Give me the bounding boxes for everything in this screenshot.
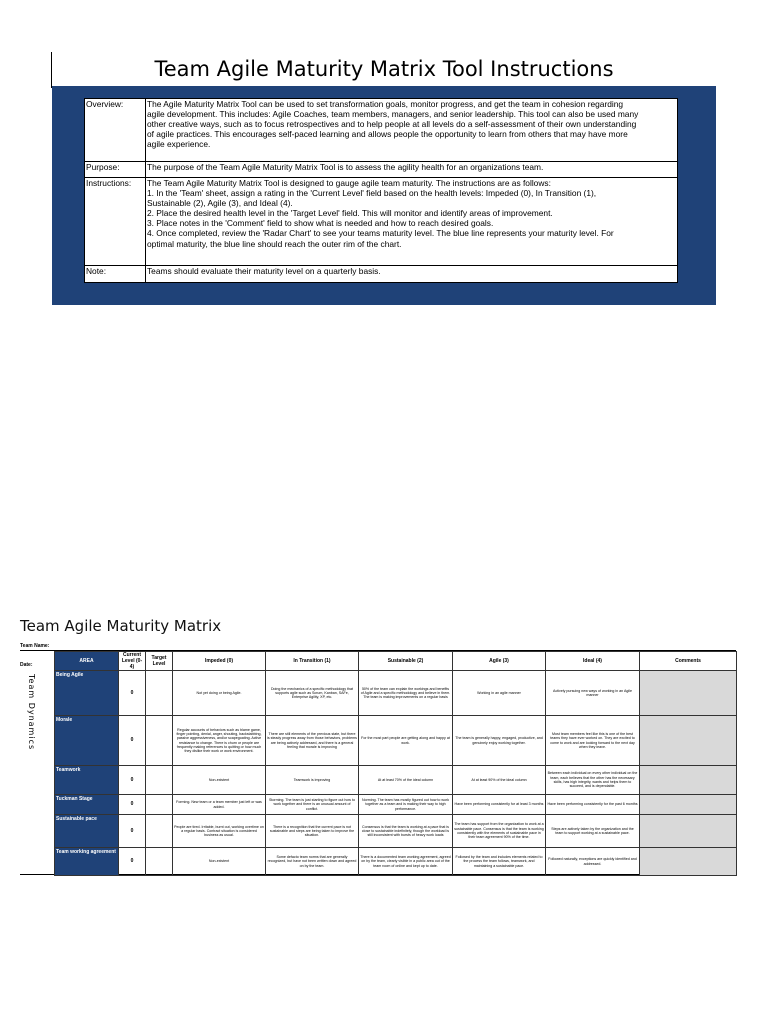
instructions-line: optimal maturity, the blue line should reach the outer rim of the chart. bbox=[147, 238, 402, 249]
instructions-title: Team Agile Maturity Matrix Tool Instructions bbox=[154, 57, 614, 81]
comment-cell[interactable] bbox=[640, 716, 737, 766]
table-row bbox=[55, 716, 737, 766]
agile-cell: Followed by the team and includes elements related to the process the team follows, teamwork, and maintaining a sustainable pace. bbox=[453, 848, 546, 876]
impeded-cell: Regular accounts of behaviors such as blame game, finger pointing, denial, anger, shouting, backstabbing, passive aggressiveness, and/or scapegoating. Active resistance to change. There is churn or people are frequently making references to quitting or how much they dislike their work or work environment. bbox=[173, 716, 266, 766]
instructions-line: 3. Place notes in the 'Comment' field to show what is needed and how to reach desired goals. bbox=[147, 218, 494, 229]
instructions-row bbox=[85, 178, 678, 266]
agile-cell: The team has support from the organization to work at a sustainable pace. Consensus is that the team is working consistently with the elements of sustainable pace in their team agreement 90% of the time. bbox=[453, 815, 546, 848]
sustainable-cell: For the most part people are getting along and happy at work. bbox=[359, 716, 453, 766]
in-transition-cell: Teamwork is improving bbox=[266, 766, 359, 795]
current-level-cell[interactable]: 0 bbox=[119, 766, 146, 795]
team-dynamics-text: Team Dynamics bbox=[27, 674, 36, 751]
overview-line: agile development. This includes: Agile Coaches, team members, managers, and senior leadership. This tool can also be used many bbox=[147, 109, 639, 120]
in-transition-cell: Doing the mechanics of a specific methodology that supports agile such as Scrum, Kanban, SAFe, Enterprise Agility, XP, etc. bbox=[266, 671, 359, 716]
area-cell: Being Agile bbox=[55, 671, 119, 716]
ideal-cell: Steps are actively taken by the organization and the team to support working at a sustainable pace. bbox=[546, 815, 640, 848]
sustainable-cell: There is a documented team working agreement, agreed on by the team, clearly visible in a public area out of the team room of online and kept up to date. bbox=[359, 848, 453, 876]
table-row bbox=[55, 766, 737, 795]
header-ideal: Ideal (4) bbox=[546, 652, 640, 671]
comment-cell[interactable] bbox=[640, 848, 737, 876]
agile-cell: Have been performing consistently for at least 3 months bbox=[453, 795, 546, 815]
table-row bbox=[55, 671, 737, 716]
header-agile: Agile (3) bbox=[453, 652, 546, 671]
purpose-text bbox=[146, 162, 678, 178]
overview-line: other creative ways, such as to focus retrospectives and to help people at all levels do a self-assessment of their own understanding bbox=[147, 119, 637, 130]
table-row bbox=[55, 795, 737, 815]
instructions-line: 4. Once completed, review the 'Radar Chart' to see your teams maturity level. The blue line represents your maturity level. For bbox=[147, 228, 614, 239]
in-transition-cell: Storming. The team is just starting to figure out how to work together and there is an unusual amount of conflict. bbox=[266, 795, 359, 815]
header-in-transition: In Transition (1) bbox=[266, 652, 359, 671]
target-level-cell[interactable] bbox=[146, 815, 173, 848]
agile-cell: Working in an agile manner bbox=[453, 671, 546, 716]
current-level-cell[interactable]: 0 bbox=[119, 848, 146, 876]
area-cell: Sustainable pace bbox=[55, 815, 119, 848]
purpose-label: Purpose: bbox=[85, 162, 146, 178]
sustainable-cell: Norming. The team has mostly figured out how to work together as a team and is making their way to high performance. bbox=[359, 795, 453, 815]
overview-text bbox=[146, 99, 678, 162]
maturity-matrix-table bbox=[54, 651, 737, 876]
matrix-header-row bbox=[55, 652, 737, 671]
note-row bbox=[85, 266, 678, 283]
current-level-cell[interactable]: 0 bbox=[119, 671, 146, 716]
purpose-line: The purpose of the Team Agile Maturity Matrix Tool is to assess the agility health for an organizations team. bbox=[147, 162, 544, 172]
sustainable-cell: Consensus is that the team is working at a pace that is close to sustainable indefinitely, though the workload is still inconsistent with bursts of heavy work loads bbox=[359, 815, 453, 848]
impeded-cell: Forming. New team or a team member just left or was added. bbox=[173, 795, 266, 815]
instructions-line: Sustainable (2), Agile (3), and Ideal (4). bbox=[147, 198, 293, 209]
ideal-cell: Have been performing consistently for the past 6 months bbox=[546, 795, 640, 815]
agile-cell: At at least 90% of the ideal column bbox=[453, 766, 546, 795]
header-current-level: Current Level (0-4) bbox=[119, 652, 146, 671]
current-level-cell[interactable]: 0 bbox=[119, 815, 146, 848]
ideal-cell: Followed naturally, exceptions are quickly identified and addressed. bbox=[546, 848, 640, 876]
instructions-label: Instructions: bbox=[85, 178, 146, 266]
in-transition-cell: There are still elements of the previous state, but there is steady progress away from those behaviors, problems are being actively addressed, and there is a general feeling that morale is improving bbox=[266, 716, 359, 766]
target-level-cell[interactable] bbox=[146, 716, 173, 766]
target-level-cell[interactable] bbox=[146, 795, 173, 815]
overview-line: The Agile Maturity Matrix Tool can be used to set transformation goals, monitor progress, and get the team in cohesion regarding bbox=[147, 99, 624, 109]
sustainable-cell: 50% of the team can explain the workings and benefits of Agile and a specific methodology and believe in them. The team is making improvements on a regular basis bbox=[359, 671, 453, 716]
instructions-text bbox=[146, 178, 678, 266]
header-target-level: Target Level bbox=[146, 652, 173, 671]
comment-cell[interactable] bbox=[640, 766, 737, 795]
header-sustainable: Sustainable (2) bbox=[359, 652, 453, 671]
instructions-table bbox=[84, 98, 678, 283]
current-level-cell[interactable]: 0 bbox=[119, 716, 146, 766]
ideal-cell: Actively pursuing new ways of working in an Agile manner bbox=[546, 671, 640, 716]
instructions-line: 1. In the 'Team' sheet, assign a rating in the 'Current Level' field based on the health levels: Impeded (0), In Transition (1), bbox=[147, 188, 597, 199]
overview-row bbox=[85, 99, 678, 162]
target-level-cell[interactable] bbox=[146, 848, 173, 876]
comment-cell[interactable] bbox=[640, 815, 737, 848]
note-label: Note: bbox=[85, 266, 146, 283]
note-text bbox=[146, 266, 678, 283]
overview-line: agile experience. bbox=[147, 139, 211, 150]
team-dynamics-side-label bbox=[26, 674, 46, 794]
overview-line: of agile practices. This encourages self-paced learning and allows people the opportunity to learn from others that may have more bbox=[147, 129, 628, 140]
comment-cell[interactable] bbox=[640, 671, 737, 716]
matrix-title: Team Agile Maturity Matrix bbox=[20, 617, 222, 635]
impeded-cell: Non-existent bbox=[173, 766, 266, 795]
table-row bbox=[55, 815, 737, 848]
header-area: AREA bbox=[55, 652, 119, 671]
ideal-cell: Most team members feel like this is one of the best teams they have ever worked on. They are excited to come to work and are looking forward to the next day when they leave. bbox=[546, 716, 640, 766]
table-row bbox=[55, 848, 737, 876]
in-transition-cell: There is a recognition that the current pace is not sustainable and steps are being taken to improve the situation. bbox=[266, 815, 359, 848]
team-name-label: Team Name: bbox=[20, 643, 50, 649]
comment-cell[interactable] bbox=[640, 795, 737, 815]
impeded-cell: Non-existent bbox=[173, 848, 266, 876]
current-level-cell[interactable]: 0 bbox=[119, 795, 146, 815]
overview-label: Overview: bbox=[85, 99, 146, 162]
ideal-cell: Between each individual on every other individual on the team, each believes that the other has the necessary skills, has high integrity, wants and helps them to succeed, and is dependable. bbox=[546, 766, 640, 795]
target-level-cell[interactable] bbox=[146, 766, 173, 795]
purpose-row bbox=[85, 162, 678, 178]
area-cell: Teamwork bbox=[55, 766, 119, 795]
header-comments: Comments bbox=[640, 652, 737, 671]
impeded-cell: Not yet doing or being Agile. bbox=[173, 671, 266, 716]
impeded-cell: People are tired. Irritable, burnt out, working overtime on a regular basis. Contract situation is considered business as usual. bbox=[173, 815, 266, 848]
area-cell: Tuckman Stage bbox=[55, 795, 119, 815]
in-transition-cell: Some defacto team norms that are generally recognized, but have not been written down and agreed on by the team. bbox=[266, 848, 359, 876]
sustainable-cell: At at least 70% of the ideal column bbox=[359, 766, 453, 795]
area-cell: Team working agreement bbox=[55, 848, 119, 876]
agile-cell: The team is generally happy, engaged, productive, and genuinely enjoy working together. bbox=[453, 716, 546, 766]
target-level-cell[interactable] bbox=[146, 671, 173, 716]
instructions-line: The Team Agile Maturity Matrix Tool is designed to gauge agile team maturity. The instructions are as follows: bbox=[147, 178, 551, 188]
date-label: Date: bbox=[20, 662, 33, 668]
note-line: Teams should evaluate their maturity level on a quarterly basis. bbox=[147, 266, 381, 276]
header-impeded: Impeded (0) bbox=[173, 652, 266, 671]
area-cell: Morale bbox=[55, 716, 119, 766]
instructions-line: 2. Place the desired health level in the 'Target Level' field. This will monitor and identify areas of improvement. bbox=[147, 208, 553, 219]
